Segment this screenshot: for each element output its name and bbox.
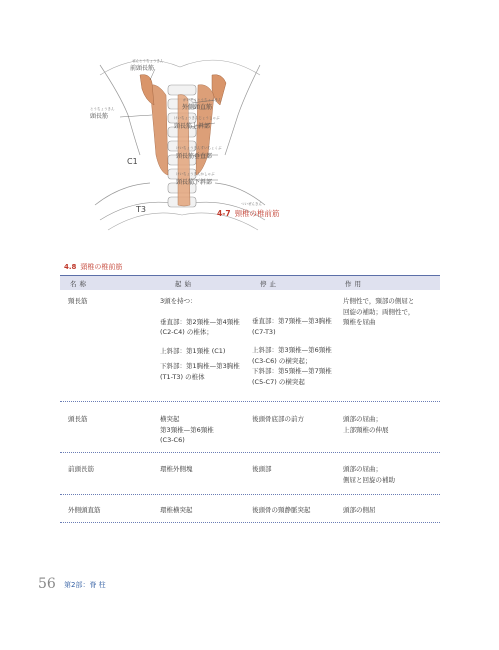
text-line: (T1-T3) の椎体 (160, 372, 205, 381)
text-line: 3頭を持つ： (160, 297, 197, 305)
text-line: 頸椎を屈曲 (343, 318, 376, 326)
row4-action (343, 505, 376, 516)
text-line: (C5-C7) の横突起 (252, 377, 305, 386)
header-action: 作用 (345, 280, 364, 288)
row1-name: 頸長筋 (68, 297, 88, 305)
table-title (64, 262, 122, 272)
text-line (160, 307, 240, 317)
text-line: 頭部の屈曲； (343, 465, 382, 473)
row2-action (343, 414, 389, 435)
label-longus-colli-vertical: 頸長筋垂直部 (176, 153, 213, 160)
text-line: 上斜部：第1頸椎 (C1) (160, 346, 226, 355)
text-line: 下斜部：第5頸椎—第7頸椎 (252, 367, 332, 375)
text-line: 第3頸椎—第6頸椎 (160, 425, 214, 434)
row-divider (60, 522, 440, 523)
text-line: (C7-T3) (252, 327, 276, 336)
row2-name: 頭長筋 (68, 415, 88, 423)
row4-name: 外側頭直筋 (68, 506, 101, 514)
row3-origin (160, 464, 193, 475)
section-label: 第2部：脊 柱 (64, 581, 106, 589)
row-divider (60, 452, 440, 453)
row1-action (343, 296, 414, 328)
label-t3: T3 (136, 205, 146, 214)
text-line: 後頭骨底部の前方 (252, 415, 304, 423)
text-line (252, 306, 332, 316)
label-ruby: けいちょうきんかしゃぶ (176, 172, 215, 176)
figure-number: 4-7 (217, 209, 231, 218)
figure-caption (217, 202, 280, 219)
table-header (60, 275, 440, 290)
header-origin: 起始 (175, 280, 194, 288)
label-ruby: とうちょうきん (90, 107, 115, 111)
text-line: 後頭骨の頸静脈突起 (252, 506, 311, 514)
row2-origin (160, 414, 214, 446)
text-line: 頭部の屈曲； (343, 415, 382, 423)
row-divider (60, 401, 440, 402)
text-line: 垂直部：第2頸椎—第4頸椎 (160, 317, 240, 326)
text-line: (C2-C4) の椎体； (160, 328, 213, 336)
row-divider (60, 494, 440, 495)
text-line (252, 296, 332, 306)
label-longus-capitis-left: 頭長筋 (90, 113, 109, 120)
text-line: 垂直部：第7頸椎—第3胸椎 (252, 317, 332, 325)
header-insertion: 停止 (260, 280, 279, 288)
row2-insertion (252, 414, 304, 425)
row1-origin (160, 296, 240, 382)
label-ruby: がいそくとうちょくきん (183, 98, 222, 102)
text-line (252, 337, 332, 345)
text-line: 上斜部：第3頸椎—第6頸椎 (252, 346, 332, 354)
row3-name: 前頭長筋 (68, 465, 94, 473)
text-line: (C3-C6) (160, 436, 185, 444)
label-ruby: けいちょうきんじょうしゃぶ (174, 116, 220, 120)
row3-insertion (252, 464, 272, 475)
text-line: 環椎横突起 (160, 506, 193, 514)
label-longus-capitis: 前頭長筋 (130, 65, 155, 72)
table-title-text: 頸椎の椎前筋 (80, 263, 123, 271)
text-line: 片側性で，頸部の側屈と (343, 297, 415, 305)
label-ruby: けいちょうきんすいちょくぶ (176, 146, 222, 150)
row4-insertion (252, 505, 311, 516)
text-line: 頭部の側屈 (343, 506, 376, 514)
label-longus-colli-inferior: 頸長筋下斜部 (176, 179, 213, 186)
label-ruby: ぜんとうちょうきん (132, 59, 164, 63)
text-line (160, 338, 240, 346)
text-line: (C3-C6) の横突起； (252, 356, 312, 365)
page-number: 56 (38, 576, 56, 592)
caption-ruby: ついぜんきん (241, 202, 262, 206)
table-number: 4.8 (64, 263, 77, 271)
label-longus-colli-superior: 頸長筋上斜部 (174, 123, 211, 130)
label-c1: C1 (127, 157, 138, 166)
figure-title: 頸椎の椎前筋 (234, 209, 280, 218)
row4-origin (160, 505, 193, 516)
text-line: 回旋の補助；両側性で， (343, 307, 415, 316)
text-line: 環椎外側塊 (160, 465, 193, 473)
label-rectus-lateralis: 外側頭直筋 (182, 104, 213, 111)
text-line: 上部頸椎の伸展 (343, 425, 389, 434)
row1-insertion (252, 296, 332, 387)
row3-action (343, 464, 395, 485)
header-name: 名称 (70, 280, 89, 288)
text-line: 下斜部：第1胸椎—第3胸椎 (160, 362, 240, 370)
text-line: 側屈と回旋の補助 (343, 475, 395, 484)
text-line: 横突起 (160, 415, 180, 423)
text-line: 後頭部 (252, 465, 272, 473)
